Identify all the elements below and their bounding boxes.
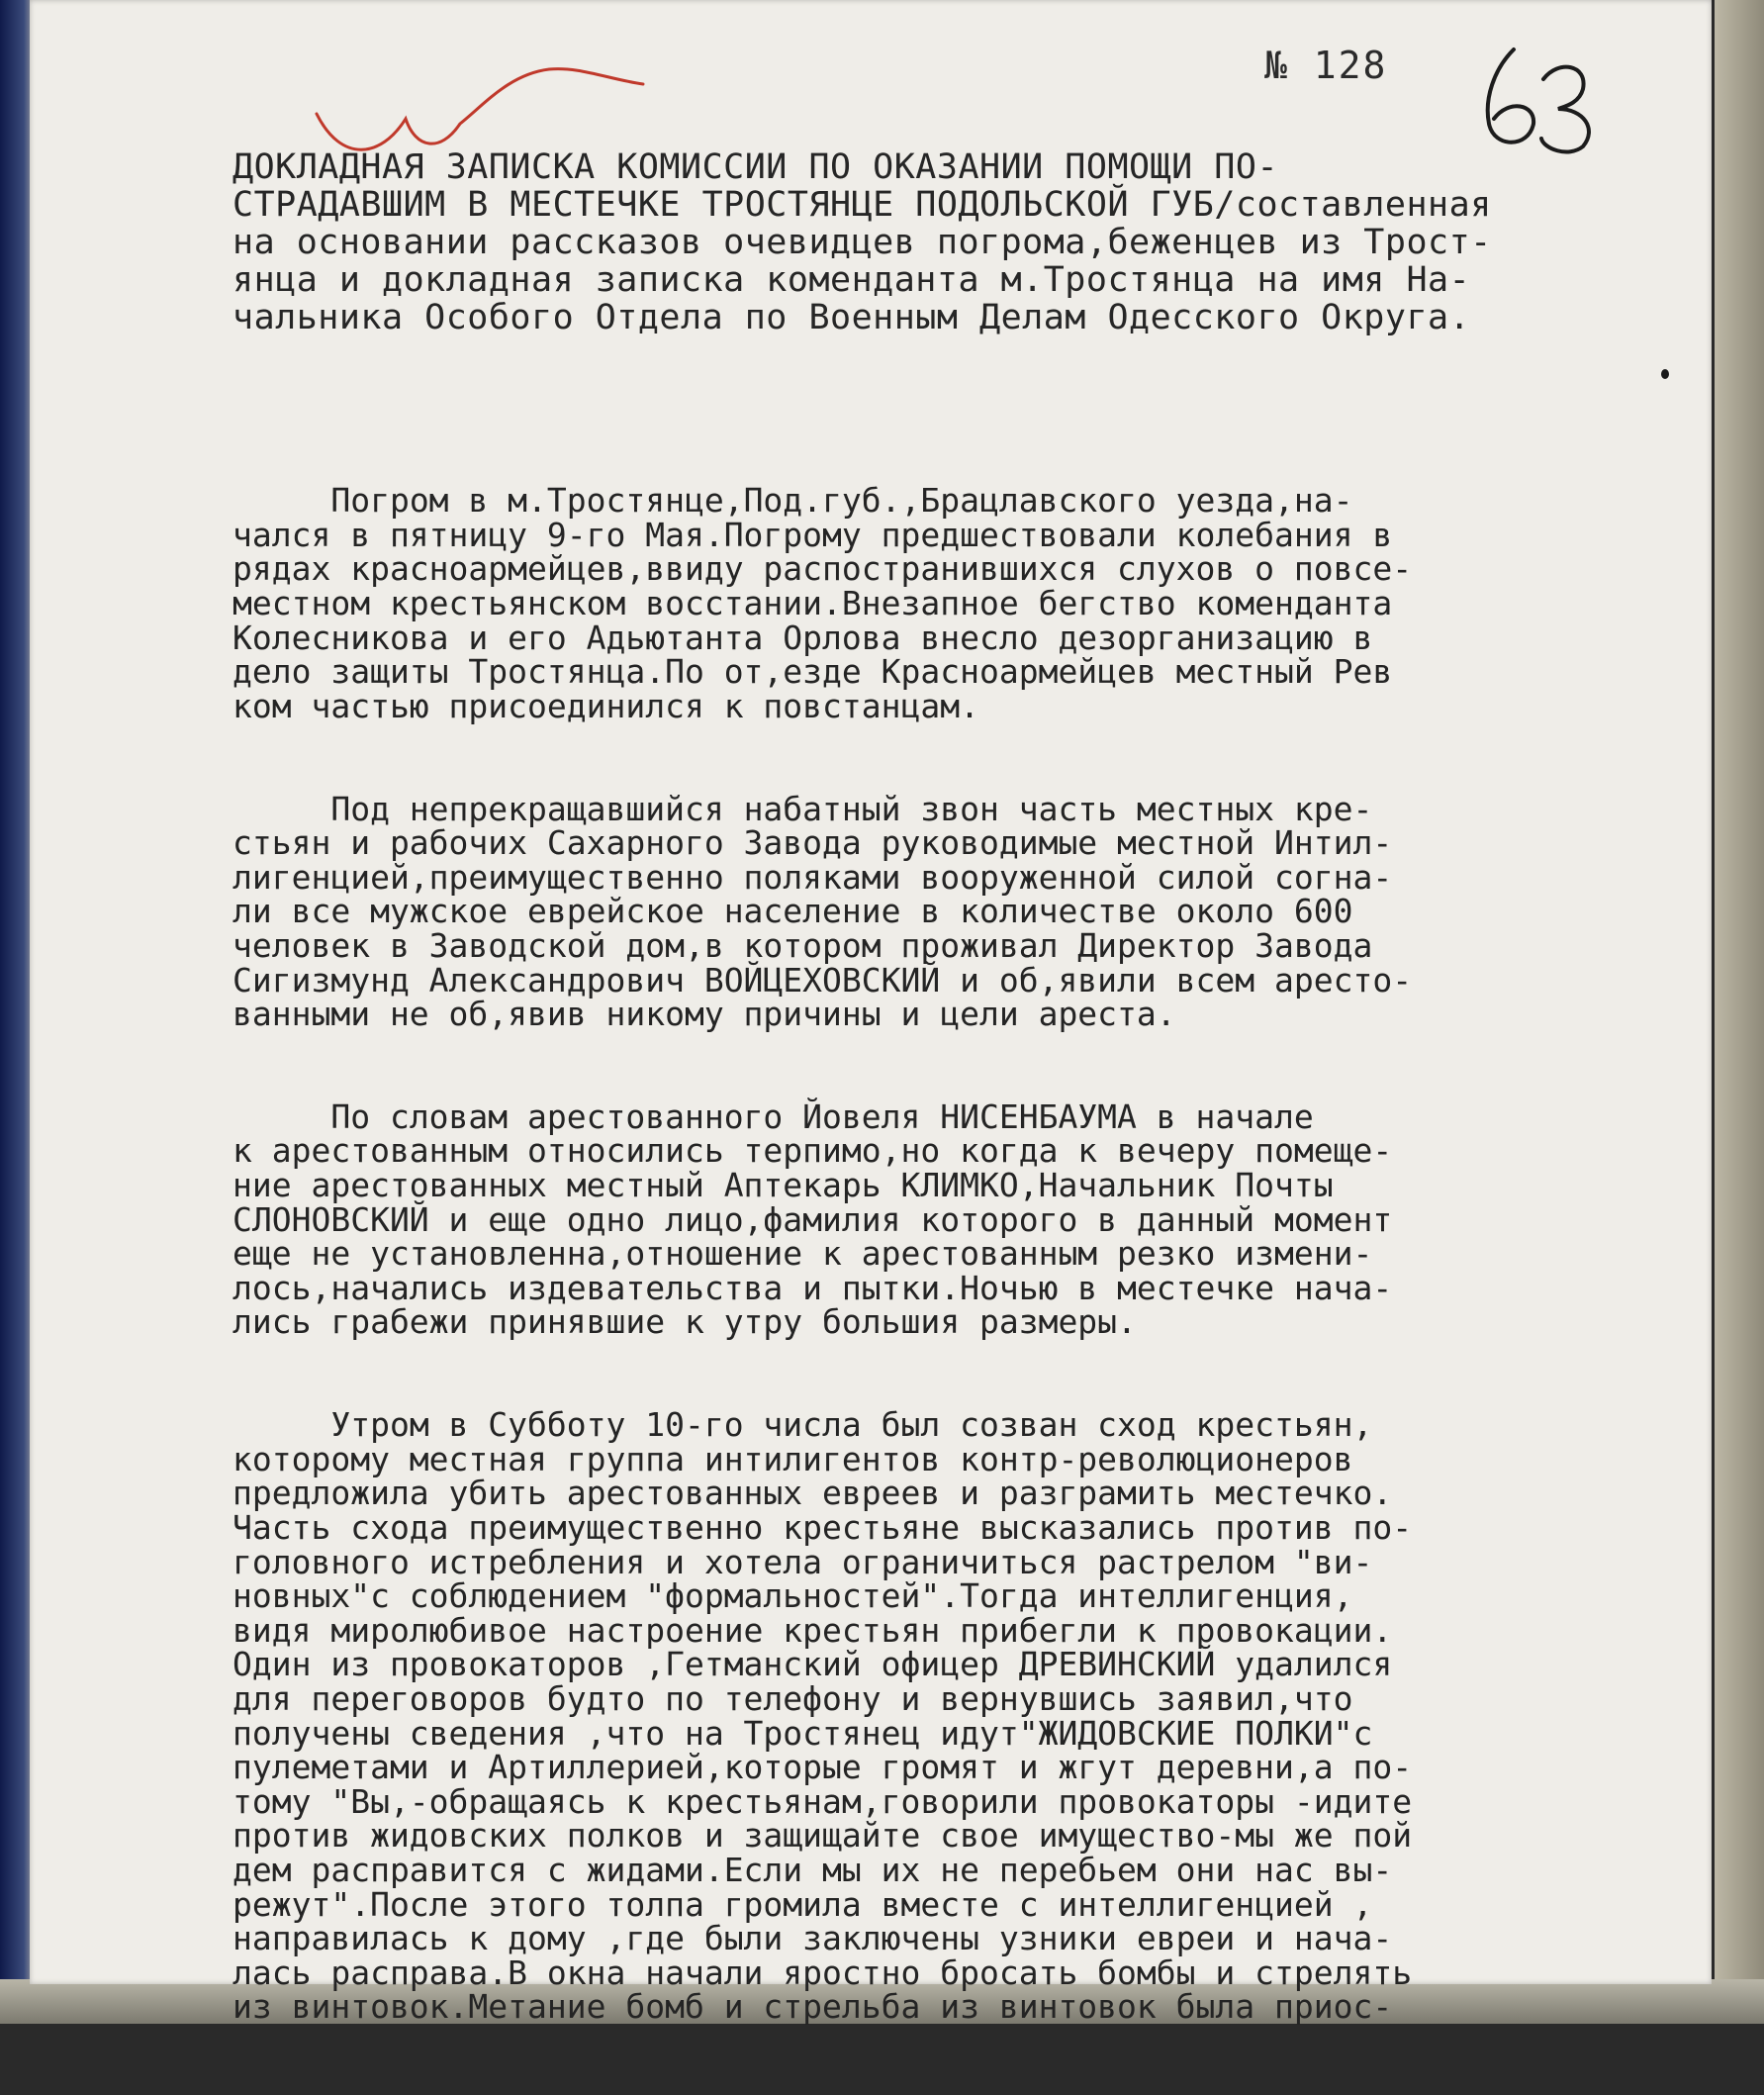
ink-dot: [1661, 369, 1669, 379]
paragraph: Утром в Субботу 10-го числа был созван сход крестьян, которому местная группа интилигентов контр-революционеров предложила убить арестованных евреев и разграмить местечко. Часть схода преимущественно крестьяне высказались против по- головного истребления и хотела ограничиться растрелом "ви- новных"с соблюдением "формальностей".Тогда интеллигенция, видя миролюбивое настроение крестьян прибегли к провокации. Один из провокаторов ,Гетманский офицер ДРЕВИНСКИЙ удалился для переговоров будто по телефону и вернувшись заявил,что получены сведения ,что на Тростянец идут"ЖИДОВСКИЕ ПОЛКИ"с пулеметами и Артиллерией,которые громят и жгут деревни,а по- тому "Вы,-обращаясь к крестьянам,говорили провокаторы -идите против жидовских полков и защищайте свое имущество-мы же пой дем расправится с жидами.Если мы их не перебьем они нас вы- режут".После этого толпа громила вместе с интеллигенцией , направилась к дому ,где были заключены узники евреи и нача- лась расправа.В окна начали яростно бросать бомбы и стрелять из винтовок.Метание бомб и стрельба из винтовок была приос-: [232, 1405, 1413, 2027]
folio-number-handwritten: [1474, 40, 1603, 158]
paragraph: Погром в м.Тростянце,Под.губ.,Брацлавского уезда,на- чался в пятницу 9-го Мая.Погрому предшествовали колебания в рядах красноармейцев,ввиду распостранившихся слухов о повсе- местном крестьянском восстании.Внезапное бегство коменданта Колесникова и его Адьютанта Орлова внесло дезорганизацию в дело защиты Тростянца.По от,езде Красноармейцев местный Рев ком частью присоединился к повстанцам.: [232, 481, 1413, 725]
document-title: ДОКЛАДНАЯ ЗАПИСКА КОМИССИИ ПО ОКАЗАНИИ ПОМОЩИ ПО- СТРАДАВШИМ В МЕСТЕЧКЕ ТРОСТЯНЦЕ ПОДОЛЬСКОЙ ГУБ/составленная на основании рассказов очевидцев погрома,беженцев из Трост- янца и докладная записка коменданта м.Тростянца на имя На- чальника Особого Отдела по Военным Делам Одесского Округа.: [232, 147, 1492, 337]
paragraph: По словам арестованного Йовеля НИСЕНБАУМА в начале к арестованным относились терпимо,но когда к вечеру помеще- ние арестованных местный Аптекарь КЛИМКО,Начальник Почты СЛОНОВСКИЙ и еще одно лицо,фамилия которого в данный момент еще не установленна,отношение к арестованным резко измени- лось,начались издевательства и пытки.Ночью в местечке нача- лись грабежи принявшие к утру большия размеры.: [232, 1096, 1393, 1342]
document-body: [232, 416, 1667, 2093]
paragraph: Под непрекращавшийся набатный звон часть местных кре- стьян и рабочих Сахарного Завода руководимые местной Интил- лигенцией,преимущественно поляками вооруженной силой согна- ли все мужское еврейское население в количестве около 600 человек в Заводской дом,в котором проживал Директор Завода Сигизмунд Александрович ВОЙЦЕХОВСКИЙ и об,явили всем аресто- ванными не об,явив никому причины и цели ареста.: [232, 789, 1413, 1034]
document-number: № 128: [1264, 44, 1388, 87]
document-sheet: [30, 0, 1712, 2027]
scan-right-edge: [1715, 0, 1764, 2024]
